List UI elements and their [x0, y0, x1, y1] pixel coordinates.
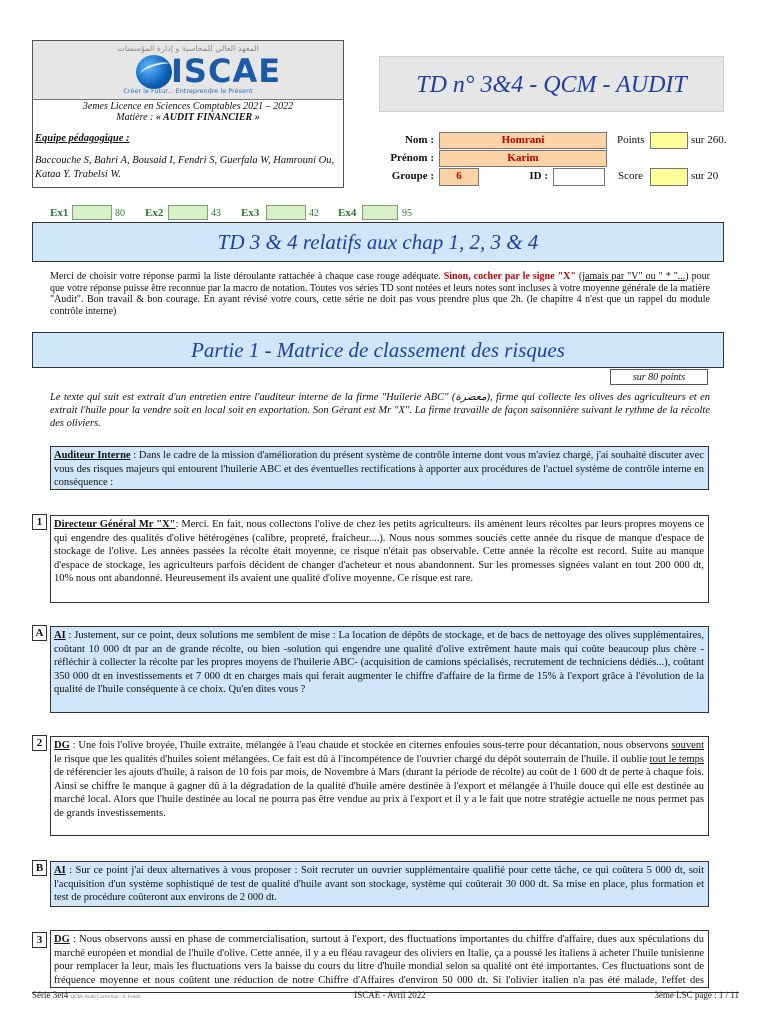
- instructions-part3: ) pour que votre réponse puisse être reconnue par la macro de notation. Toutes vos séries TD sont notées et leurs notes sont incluses à votre moyenne générale de la matière "Audit". Bon travail & bon courage. En ayant révisé votre cours, cette série ne doit pas vous prendre plus que 2h. (le chapitre 4 n'est que un rappel du module contrôle interne): [50, 271, 710, 317]
- ex4-score-field[interactable]: [362, 205, 398, 220]
- instructions-underlined: jamais par "V" ou " * "...: [582, 271, 686, 282]
- instructions-warning: Sinon, cocher par le signe "X": [443, 271, 576, 282]
- dialogue-block-3: [50, 930, 709, 988]
- ex2-label: Ex2: [145, 207, 164, 219]
- ex1-score-field[interactable]: [72, 205, 112, 220]
- subject-line: [33, 112, 343, 123]
- nom-field[interactable]: Homrani: [439, 132, 607, 149]
- dialogue-text: : Dans le cadre de la mission d'amélioration du présent système de contrôle interne dont vous m'aviez chargé, j'ai souhaité discuter avec vous des risques majeurs qui entourent l'huilerie ABC et des éventuelles rectifications à apporter aux procédures de l'actuel système de contrôle interne en conséquence :: [54, 450, 705, 489]
- dialogue-block-1: [50, 515, 709, 603]
- instructions-part1: Merci de choisir votre réponse parmi la liste déroulante rattachée à chaque case rouge adéquate.: [50, 271, 444, 282]
- score-field[interactable]: [650, 168, 688, 186]
- ex4-label: Ex4: [338, 207, 357, 219]
- prenom-label: Prénom :: [390, 152, 434, 164]
- groupe-field[interactable]: 6: [439, 168, 479, 186]
- dialogue-text: : Justement, sur ce point, deux solutions me semblent de mise : La location de dépôts de stockage, et de bacs de nettoyage des olives supplémentaires, coûtant 10 000 dt par an de grande récolte, ou bien -solution qui engendre une qualité d'olive extrêment haute mais qui coûte beaucoup plus chère - réfléchir à collecter la récolte par les propres moyens de l'huilerie ABC- (acquisition de camions spécialisés, recrutement de techniciens dédiés...), coûtant 350 000 dt en investissements et 7 000 dt en charges mais qui ferait augmenter le chiffre d'affaire de la firme de 15% à l'export grâce à l'évolution de la qualité de l'huile conséquente à ce choix. Qu'en dites vous ?: [54, 630, 704, 696]
- team-label: Equipe pédagogique :: [35, 133, 130, 144]
- part1-banner: Partie 1 - Matrice de classement des risques: [32, 332, 724, 368]
- dialogue-text-emphasis: souvent: [671, 740, 704, 751]
- speaker-label: AI: [54, 630, 66, 641]
- points-label: Points: [617, 134, 645, 146]
- subject-prefix: Matière :: [116, 112, 156, 123]
- footer-center: ISCAE - Avril 2022: [354, 990, 426, 1000]
- dialogue-text: : Nous observons aussi en phase de commercialisation, surtout à l'export, des fluctuations importantes du chiffre d'affaire, dues aux spéculations du marché européen et mondial de l'huile d'olive. Cette année, il y a eu fléau ravageur des oliviers en Italie, ça a poussé les italiens à acheter l'huile tunisienne pour remplacer la leur, mais les fluctuations vers la baisse du cours du litre d'huile mondial selon sa qualité ont été importantes. Ces fluctuations sont de fréquence moyenne et nous coûtent une réduction de notre Chiffre d'Affaires d'environ 50 000 dt. Si l'olivier italien n'a pas été malade, l'effet des: [54, 934, 704, 986]
- ex1-label: Ex1: [50, 207, 69, 219]
- nom-label: Nom :: [404, 134, 434, 146]
- dialogue-text-a: : Une fois l'olive broyée, l'huile extraite, mélangée à l'eau chaude et stockée en citernes enfouies sous-terre pour décantation, nous observons: [69, 740, 672, 751]
- points-total: sur 260.: [691, 134, 727, 146]
- id-field[interactable]: [553, 168, 605, 186]
- main-banner: TD 3 & 4 relatifs aux chap 1, 2, 3 & 4: [32, 222, 724, 262]
- dialogue-block-2: [50, 736, 709, 836]
- instructions-part2: (: [575, 271, 583, 282]
- ex3-points: 42: [309, 208, 319, 219]
- dialogue-block-a: [50, 626, 709, 713]
- iscae-globe-icon: [136, 55, 172, 89]
- context-paragraph: Le texte qui suit est extrait d'un entretien entre l'auditeur interne de la firme "Huilerie ABC" (معصرة), firme qui collecte les olives des agriculteurs et en extrait l'huile pour la vendre soit en local soit en exportation. Son Gérant est Mr "X". La firme travaille de façon saisonnière suivant le rythme de la récolte des oliviers.: [50, 392, 710, 429]
- speaker-label: DG: [54, 934, 70, 945]
- logo-banner: [33, 41, 343, 99]
- logo-slogan: Créer le Futur... Entreprendre le Présent: [123, 87, 253, 95]
- score-total: sur 20: [691, 170, 719, 182]
- header-box: [32, 40, 344, 188]
- prenom-field[interactable]: Karim: [439, 150, 607, 167]
- speaker-label: AI: [54, 865, 66, 876]
- dialogue-text: : Merci. En fait, nous collectons l'olive de chez les petits agriculteurs. ils amènent leurs récoltes par leurs propres moyens ce qui engendre des qualités d'olive hétérogènes (calibre, propreté, fraicheur....). Nous nous sommes souciés cette année du risque de manque d'espace de stockage de l'olive. Les années passées la récolte était moyenne, ce risque n'était pas observable. Cette année la récolte est record. Suite au manque d'espace de stockage, les agriculteurs parfois décident de changer d'acheteur et nous abandonnent. Sur les promesses signées valant en tout 200 000 dt, 10% nous ont abandonné. Heureusement ils avaient une qualité d'olive moyenne. Ce risque est rare.: [54, 519, 704, 585]
- dialogue-text-emphasis: tout le temps: [649, 753, 704, 765]
- speaker-label: Directeur Général Mr "X": [54, 519, 176, 530]
- speaker-label: DG: [54, 740, 70, 751]
- groupe-label: Groupe :: [391, 170, 434, 182]
- part1-points: sur 80 points: [610, 369, 708, 385]
- answer-letter-a: A: [32, 625, 47, 641]
- program-line: 3emes Licence en Sciences Comptables 2021 – 2022: [33, 99, 343, 112]
- id-label: ID :: [529, 170, 548, 182]
- ex2-points: 43: [211, 208, 221, 219]
- subject-name: « AUDIT FINANCIER »: [155, 112, 260, 123]
- dialogue-text-c: de référencier les ajouts d'huile, à raison de 10 fois par mois, de Novembre à Mars (durant la période de récolte) au coût de 1 600 dt de perte à chaque fois. Ainsi se chiffre le manque à gagner dû à la dégradation de la qualité d'huile amère destinée à l'export et mélangée à l'huile douce qui elle est destinée au marché local. Alors que l'huile destinée au local ne pourra pas être vendue au prix à l'export et il y a le fait que notre stratégie actuelle ne nous permet pas de grands investissements.: [54, 767, 704, 819]
- score-label: Score: [618, 170, 644, 182]
- page-title: TD n° 3&4 - QCM - AUDIT: [379, 56, 724, 112]
- answer-letter-b: B: [32, 860, 47, 876]
- dialogue-text-b: le risque que les qualités d'huiles soient mélangées. Ce fait est dû à l'incompétence de l'ouvrier chargé du dépôt souterrain de l'huile. il oublie: [54, 753, 650, 765]
- footer-left: [32, 990, 141, 1002]
- dialogue-text: : Sur ce point j'ai deux alternatives à vous proposer : Soit recruter un ouvrier supplémentaire qualifié pour cette tâche, ce qui coûtera 5 000 dt, soit l'acquisition d'un système sophistiqué de test de qualité d'huile avant son stockage, système qui coûterait 30 000 dt. Sa mise en place, plus formation et test de procédure coûteront aux environs de 2 000 dt.: [54, 865, 704, 904]
- points-field[interactable]: [650, 132, 688, 149]
- question-number-2: 2: [32, 735, 47, 751]
- logo-arabic-text: المعهد العالي للمحاسبة و إدارة المؤسسات: [117, 44, 259, 53]
- team-names: Baccouche S, Bahri A, Bousaid I, Fendri S, Guerfala W, Hamrouni Ou, Kataa Y. Trabelsi W.: [35, 155, 335, 180]
- ex3-score-field[interactable]: [266, 205, 306, 220]
- ex3-label: Ex3: [241, 207, 260, 219]
- question-number-1: 1: [32, 514, 47, 530]
- dialogue-block-b: [50, 861, 709, 907]
- footer-page: 3ème LSC page : 1 / 11: [654, 990, 739, 1000]
- ex1-points: 80: [115, 208, 125, 219]
- ex4-points: 95: [402, 208, 412, 219]
- dialogue-block-ai-intro: [50, 446, 709, 490]
- footer-series-note: QCM- Audit Correction : S. Fendri: [70, 995, 141, 1000]
- speaker-label: Auditeur Interne: [54, 450, 131, 461]
- instructions: [50, 271, 710, 317]
- question-number-3: 3: [32, 932, 47, 948]
- logo-text: ISCAE: [171, 52, 282, 90]
- footer-series: Série 3et4: [32, 990, 69, 1000]
- ex2-score-field[interactable]: [168, 205, 208, 220]
